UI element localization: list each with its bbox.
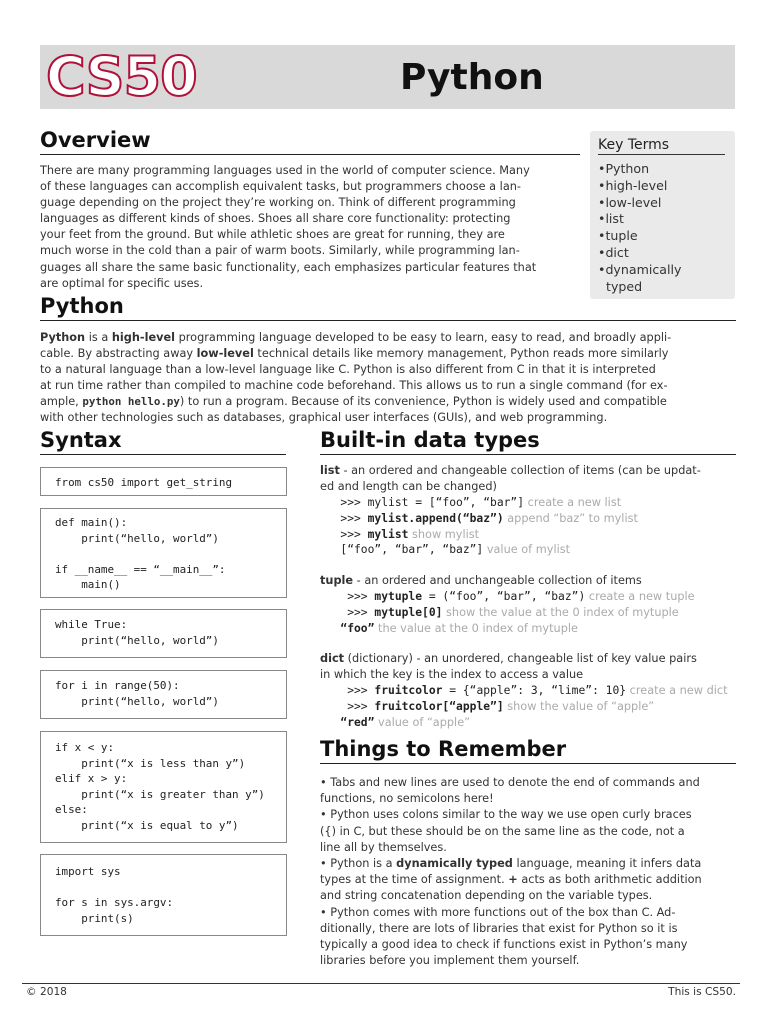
text-run: acts as both arithmetic addition [517, 873, 702, 887]
code-snippet: def main(): print(“hello, world”) if __name__ == “__main__”: main() [55, 516, 226, 592]
code-box-import [40, 467, 287, 496]
code-box-while [40, 609, 287, 658]
code-comment: show mylist [408, 527, 480, 541]
remember-line [320, 921, 740, 937]
remember-paragraph [320, 775, 740, 969]
text-run: ({) in C, but these should be on the same line as the code, not a [320, 824, 685, 838]
code-snippet: while True: print(“hello, world”) [55, 618, 219, 647]
tuple-description [320, 573, 740, 589]
term-tuple: tuple [320, 574, 354, 587]
code-comment: value of “apple” [374, 715, 470, 729]
page-title: Python [400, 57, 544, 98]
code-box-if [40, 731, 287, 843]
text-run: and string concatenation depending on the variable types. [320, 889, 653, 903]
overview-line: much worse in the cold than a pair of warm boots. Similarly, while programming lan- [40, 244, 520, 258]
overview-line: languages as different kinds of shoes. Shoes all share core functionality: protecting [40, 212, 511, 226]
python-line [40, 394, 740, 410]
text-run: technical details like memory management, Python reads more similarly [253, 347, 669, 361]
code-comment: create a new tuple [585, 590, 695, 604]
text-run: language, meaning it infers data [512, 857, 702, 871]
footer-divider [22, 983, 740, 984]
text-run: • Python comes with more functions out of the box than C. Ad- [320, 905, 676, 919]
code-text: >>> mylist = [“foo”, “bar”] [320, 496, 525, 510]
code-text: >>> [320, 699, 375, 713]
key-term: • low-level [598, 195, 728, 212]
text-run: ample, [40, 395, 83, 409]
cs50-logo: CS50 [46, 45, 197, 108]
overview-line: of these languages can accomplish equivalent tasks, but programmers choose a lan- [40, 180, 521, 194]
text-run: functions, no semicolons here! [320, 792, 494, 806]
emphasis: + [508, 873, 518, 887]
code-text: >>> [320, 590, 375, 604]
overview-line: guages all share the same basic functionality, each emphasizes particular features that [40, 260, 537, 274]
code-text: >>> [320, 527, 368, 541]
key-term-continuation: typed [606, 278, 643, 294]
key-term: • list [598, 211, 728, 228]
text-run: types at the time of assignment. [320, 873, 509, 887]
code-example [320, 527, 740, 543]
text-run: libraries before you implement them yourself. [320, 954, 580, 968]
dict-description [320, 651, 740, 667]
key-term: • high-level [598, 178, 728, 195]
code-text: >>> [320, 605, 375, 619]
term-high-level: high-level [111, 331, 176, 344]
copyright-text: © 2018 [26, 986, 67, 998]
key-term: • tuple [598, 228, 728, 245]
python-line: at run time rather than compiled to machine code beforehand. This allows us to run a single command (for ex- [40, 379, 668, 393]
code-text [320, 716, 340, 729]
code-comment: show the value of “apple” [503, 699, 655, 713]
code-box-sys [40, 854, 287, 936]
code-bold: “red” [340, 715, 375, 729]
code-box-main [40, 508, 287, 598]
code-text: = {“apple”: 3, “lime”: 10} [442, 684, 627, 698]
text-run: • Tabs and new lines are used to denote the end of commands and [320, 776, 700, 789]
code-bold: “foo” [340, 621, 375, 635]
code-example [320, 699, 740, 715]
term-list: list [320, 464, 340, 477]
code-bold: mytuple[0] [374, 605, 443, 619]
python-line: with other technologies such as databases, graphical user interfaces (GUIs), and web programming. [40, 411, 608, 425]
list-description-cont: ed and length can be changed) [320, 480, 497, 494]
code-example [320, 621, 740, 637]
text-run: - an ordered and unchangeable collection of items [353, 574, 642, 587]
footer-tagline: This is CS50. [668, 986, 736, 998]
code-text: >>> [320, 684, 375, 698]
code-example [320, 605, 740, 621]
code-bold: fruitcolor[“apple”] [374, 699, 504, 713]
code-comment: create a new list [524, 496, 622, 510]
text-run: • Python is a [320, 857, 397, 871]
text-run: typically a good idea to check if functions exist in Python’s many [320, 938, 688, 952]
text-run: cable. By abstracting away [40, 347, 197, 361]
text-run: ditionally, there are lots of libraries that exist for Python so it is [320, 921, 678, 935]
code-snippet: for i in range(50): print(“hello, world”) [55, 679, 219, 708]
code-bold: mylist [367, 527, 409, 541]
remember-line [320, 872, 740, 888]
remember-line [320, 937, 740, 953]
remember-line [320, 905, 740, 921]
remember-line [320, 953, 740, 969]
text-run: ) to run a program. Because of its convenience, Python is widely used and compatible [179, 395, 667, 409]
remember-line [320, 807, 740, 823]
key-terms-box [590, 131, 735, 299]
python-line [40, 330, 740, 346]
remember-heading: Things to Remember [320, 737, 736, 764]
code-box-for [40, 670, 287, 719]
syntax-heading: Syntax [40, 428, 286, 455]
code-example [320, 495, 740, 511]
key-terms-title: Key Terms [598, 137, 725, 155]
text-run: line all by themselves. [320, 840, 447, 854]
term-python: Python [40, 331, 86, 344]
remember-line [320, 775, 740, 791]
python-heading: Python [40, 294, 736, 321]
header-banner [40, 45, 735, 109]
remember-line [320, 888, 740, 904]
code-comment: value of mylist [483, 543, 571, 557]
key-term: • dict [598, 245, 728, 262]
python-line [40, 346, 740, 362]
code-text: >>> [320, 511, 368, 525]
overview-paragraph [40, 163, 585, 292]
term-low-level: low-level [196, 347, 254, 361]
data-types-heading: Built-in data types [320, 428, 736, 455]
remember-line [320, 791, 740, 807]
text-run: programming language developed to be easy to learn, easy to read, and broadly appli- [175, 331, 672, 344]
python-line: to a natural language than a low-level language like C. Python is also different from C in that it is interpreted [40, 363, 656, 377]
remember-line [320, 824, 740, 840]
code-text [320, 622, 340, 635]
code-text: [“foo”, “bar”, “baz”] [320, 543, 484, 557]
code-example [320, 542, 740, 558]
code-comment: append “baz” to mylist [503, 511, 638, 525]
code-text: = (“foo”, “bar”, “baz”) [422, 590, 586, 604]
inline-code: python hello.py [82, 395, 180, 409]
code-snippet: from cs50 import get_string [55, 476, 233, 489]
emphasis: dynamically typed [396, 857, 513, 871]
code-bold: mytuple [374, 590, 423, 604]
overview-line: guage depending on the project they’re working on. Think of different programming [40, 196, 516, 210]
dict-description-cont: in which the key is the index to access a value [320, 668, 584, 682]
text-run: (dictionary) - an unordered, changeable list of key value pairs [344, 652, 697, 665]
tuple-section [320, 573, 740, 636]
key-term: • Python [598, 161, 728, 178]
term-dict: dict [320, 652, 345, 665]
list-section [320, 463, 740, 558]
code-comment: show the value at the 0 index of mytuple [442, 605, 679, 619]
remember-line [320, 840, 740, 856]
code-example [320, 511, 740, 527]
remember-line [320, 856, 740, 872]
code-snippet: if x < y: print(“x is less than y”) elif x > y: print(“x is greater than y”) else: print(“x is equal to y”) [55, 741, 265, 832]
code-snippet: import sys for s in sys.argv: print(s) [55, 865, 174, 925]
text-run: is a [85, 331, 112, 344]
dict-section [320, 651, 740, 730]
code-example [320, 715, 740, 731]
overview-line: There are many programming languages used in the world of computer science. Many [40, 164, 530, 177]
code-comment: the value at the 0 index of mytuple [374, 621, 578, 635]
overview-heading: Overview [40, 128, 580, 155]
overview-line: are optimal for specific uses. [40, 276, 204, 290]
list-description [320, 463, 740, 479]
code-bold: fruitcolor [374, 684, 443, 698]
key-terms-list [598, 161, 728, 295]
code-example [320, 589, 740, 605]
python-paragraph [40, 330, 740, 427]
key-term: • dynamically [598, 262, 728, 279]
text-run: • Python uses colons similar to the way we use open curly braces [320, 808, 692, 822]
code-comment: create a new dict [626, 684, 728, 698]
code-bold: mylist.append(“baz”) [367, 511, 504, 525]
code-example [320, 683, 740, 699]
overview-line: your feet from the ground. But while athletic shoes are great for running, they are [40, 228, 505, 242]
text-run: - an ordered and changeable collection of items (can be updat- [339, 464, 701, 477]
